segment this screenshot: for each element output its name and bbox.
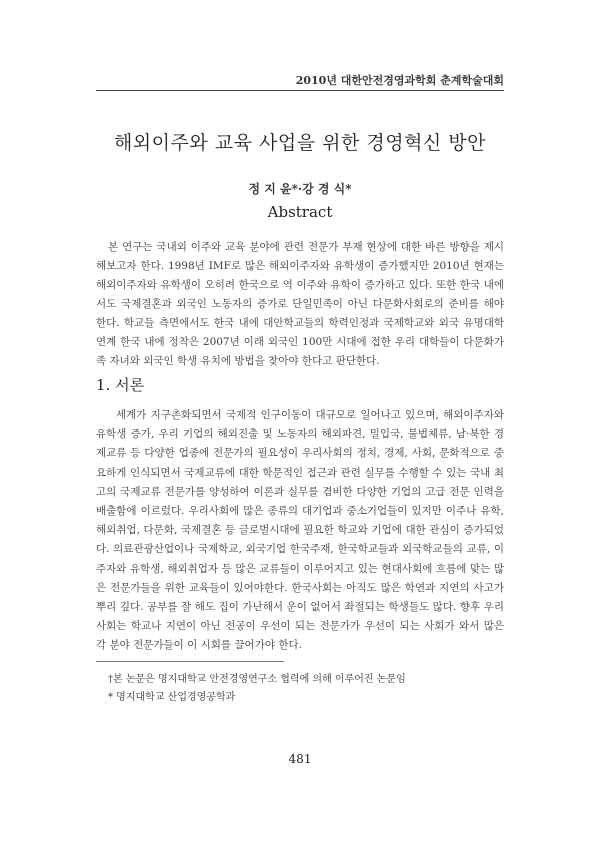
header-rule [96, 90, 504, 91]
paper-title: 해외이주와 교육 사업을 위한 경영혁신 방안 [113, 132, 487, 154]
footnote-rule [96, 661, 284, 662]
abstract-text: 본 연구는 국내외 이주와 교육 분야에 관련 전문가 부재 현상에 대한 바른 방향을 제시해보고자 한다. 1998년 IMF로 많은 해외이주자와 유학생이 증가했지만 2010년 현재는 해외이주자와 유학생이 오히려 한국으로 역 이주와 유학이 증가하고 있다. 또한 한국 내에서도 국제결혼과 외국인 노동자의 증가로 단일민족이 아닌 다문화사회로의 준비를 해야 한다. 학교들 측면에서도 한국 내에 대안학교들의 학력인정과 국제학교와 외국 유명대학 연계 한국 내에 정착은 2007년 이래 외국인 100만 시대에 접한 우리 대학들이 다문화가족 자녀와 외국인 학생 유치에 방법을 찾아야 한다고 판단한다. [96, 241, 504, 367]
section-heading-introduction: 1. 서론 [96, 376, 145, 394]
author-line: 정 지 윤*·강 경 식* [248, 182, 352, 196]
footnote-acknowledgement: †본 논문은 명지대학교 안전경영연구소 협력에 의해 이루어진 논문임 [108, 674, 406, 685]
abstract-heading: Abstract [267, 203, 333, 221]
page-number: 481 [288, 752, 312, 766]
running-header: 2010년 대한안전경영과학회 춘계학술대회 [295, 74, 504, 87]
footnote-affiliation: * 명지대학교 산업경영공학과 [108, 692, 236, 703]
introduction-text: 세계가 지구촌화되면서 국제적 인구이동이 대규모로 일어나고 있으며, 해외이주자와 유학생 증가, 우리 기업의 해외진출 및 노동자의 해외파견, 밀입국, 불법체류, 남·북한 경제교류 등 다양한 업종에 전문가의 필요성이 우리사회의 정치, 경제, 사회, 문화적으로 중요하게 인식되면서 국제교류에 대한 학문적인 접근과 관련 실무를 수행할 수 있는 국내 최고의 국제교류 전문가를 양성하여 이론과 실무를 겸비한 다양한 기업의 고급 전문 인력을 배출함에 이르렀다. 우리사회에 많은 종류의 대기업과 중소기업들이 있지만 이주나 유학, 해외취업, 다문화, 국제결혼 등 글로벌시대에 필요한 학교와 기업에 대한 관심이 증가되었다. 의료관광산업이나 국제학교, 외국기업 한국주재, 한국학교들과 외국학교들의 교류, 이주자와 유학생, 해외취업자 등 많은 교류들이 이루어지고 있는 현대사회에 흐름에 맞는 많은 전문가들을 위한 교육들이 있어야한다. 한국사회는 아직도 많은 학연과 지연의 사고가 뿌리 깊다. 공부를 잘 해도 집이 가난해서 운이 없어서 좌절되는 학생들도 많다. 향후 우리사회는 학교나 지연이 아닌 전공이 우선이 되는 전문가가 우선이 되는 사회가 와서 많은 각 분야 전문가들이 이 시회를 끌어가야 한다. [96, 409, 504, 652]
